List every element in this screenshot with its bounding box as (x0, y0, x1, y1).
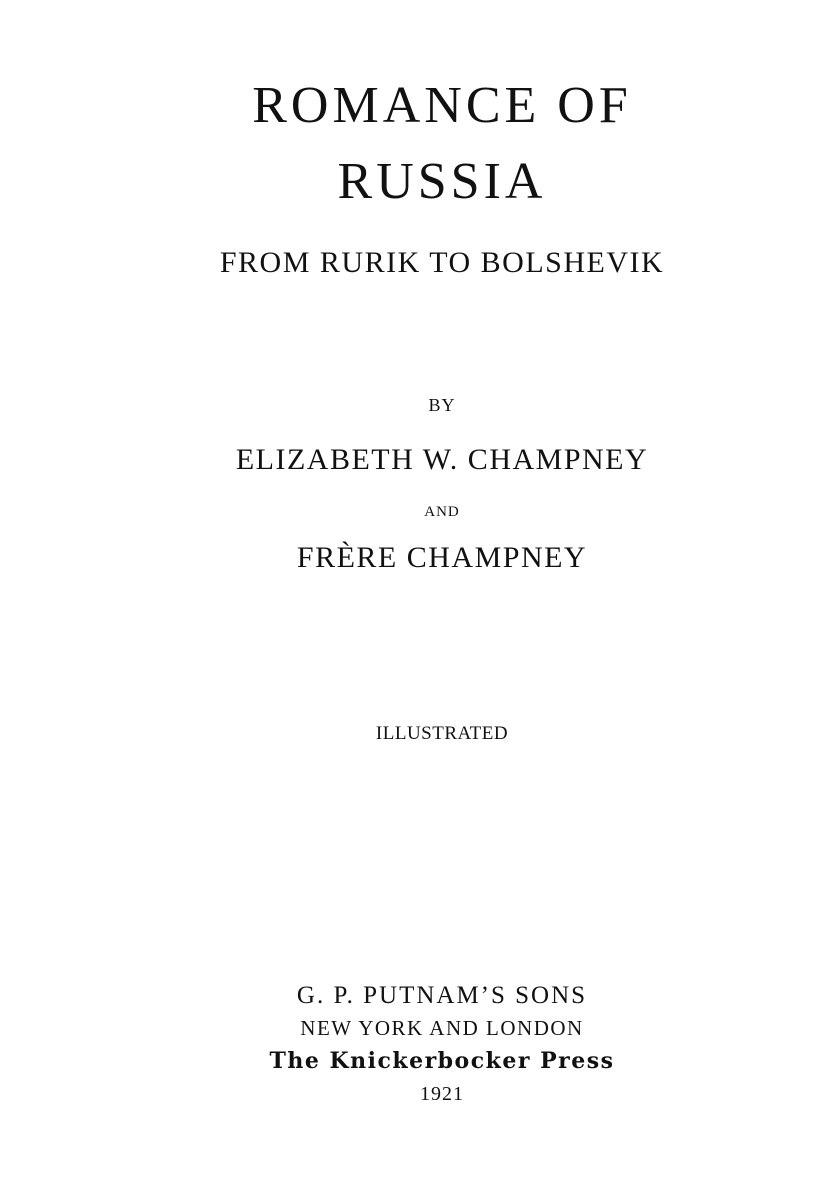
book-title-line-2: RUSSIA (337, 153, 547, 210)
illustrated-label: ILLUSTRATED (375, 723, 509, 744)
book-title-line-1: ROMANCE OF (252, 77, 632, 134)
press-name: The Knickerbocker Press (269, 1048, 615, 1074)
book-subtitle: FROM RURIK TO BOLSHEVIK (219, 246, 665, 279)
publication-year: 1921 (420, 1083, 464, 1105)
author-2: FRÈRE CHAMPNEY (296, 541, 588, 574)
publisher-name: G. P. PUTNAM’S SONS (296, 982, 588, 1009)
by-label: BY (428, 395, 456, 415)
author-1: ELIZABETH W. CHAMPNEY (235, 443, 649, 476)
and-label: AND (424, 504, 460, 520)
publisher-place: NEW YORK AND LONDON (300, 1016, 584, 1040)
